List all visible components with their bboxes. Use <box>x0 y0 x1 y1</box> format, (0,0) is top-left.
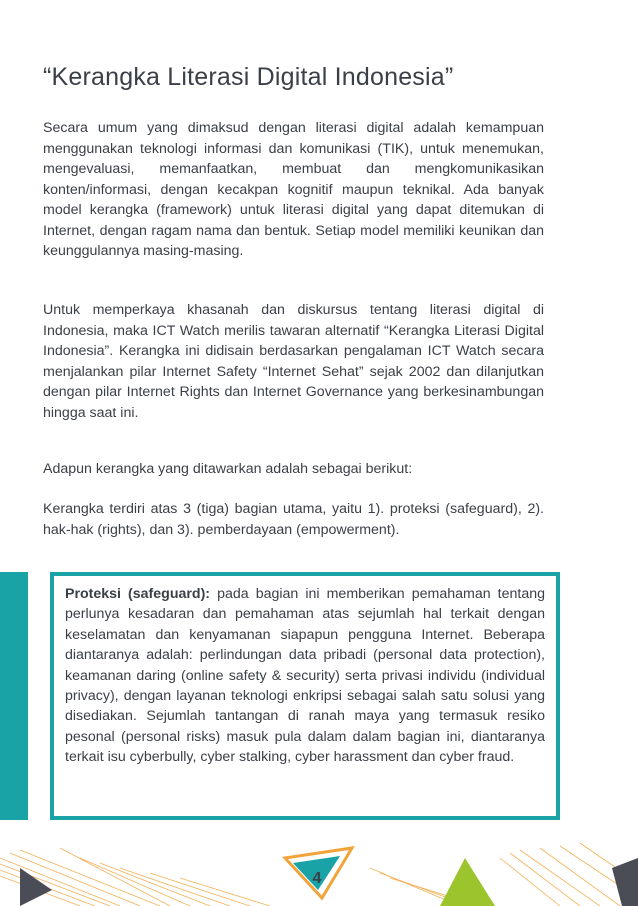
paragraph-intro: Secara umum yang dimaksud dengan literasi digital adalah kemampuan menggunakan teknologi informasi dan komunikasi (TIK), untuk menemukan, mengevaluasi, memanfaatkan, membuat dan mengkomunikasikan konten/informasi, dengan kecakpan kognitif maupun teknikal. Ada banyak model kerangka (framework) untuk literasi digital yang dapat ditemukan di Internet, dengan ragam nama dan bentuk. Setiap model memiliki keunikan dan keunggulannya masing-masing. <box>43 120 544 259</box>
safeguard-body: pada bagian ini memberikan pemahaman tentang perlunya kesadaran dan pemahaman atas sejumlah hal terkait dengan keselamatan dan kenyamanan siapapun pengguna Internet. Beberapa diantaranya adalah: perlindungan data pribadi (personal data protection), keamanan daring (online safety & security) serta privasi individu (individual privacy), dengan layanan teknologi enkripsi sebagai salah satu solusi yang disediakan. Sejumlah tantangan di ranah maya yang termasuk resiko pesonal (personal risks) masuk pula dalam dalam bagian ini, diantaranya terkait isu cyberbully, cyber stalking, cyber harassment dan cyber fraud. <box>65 586 545 766</box>
dark-triangle-right-icon <box>612 858 638 906</box>
paragraph-ict-watch: Untuk memperkaya khasanah dan diskursus tentang literasi digital di Indonesia, maka ICT Watch merilis tawaran alternatif “Kerangka Literasi Digital Indonesia”. Kerangka ini didisain berdasarkan pengalaman ICT Watch secara menjalankan pilar Internet Safety “Internet Sehat” sejak 2002 dan dilanjutkan dengan pilar Internet Rights dan Internet Governance yang berkesinambungan hingga saat ini. <box>43 302 544 421</box>
green-triangle-icon <box>440 858 495 906</box>
accent-sidebar-bar <box>0 572 28 820</box>
dark-triangle-left-icon <box>20 868 52 906</box>
paragraph-framework-parts: Kerangka terdiri atas 3 (tiga) bagian utama, yaitu 1). proteksi (safeguard), 2). hak-hak (rights), dan 3). pemberdayaan (empowerment). <box>43 501 544 538</box>
page-number: 4 <box>312 870 322 887</box>
safeguard-heading: Proteksi (safeguard): <box>65 586 211 602</box>
paragraph-offered-framework: Adapun kerangka yang ditawarkan adalah sebagai berikut: <box>43 461 413 477</box>
page-title: “Kerangka Literasi Digital Indonesia” <box>43 63 454 91</box>
safeguard-box-text <box>65 584 545 768</box>
